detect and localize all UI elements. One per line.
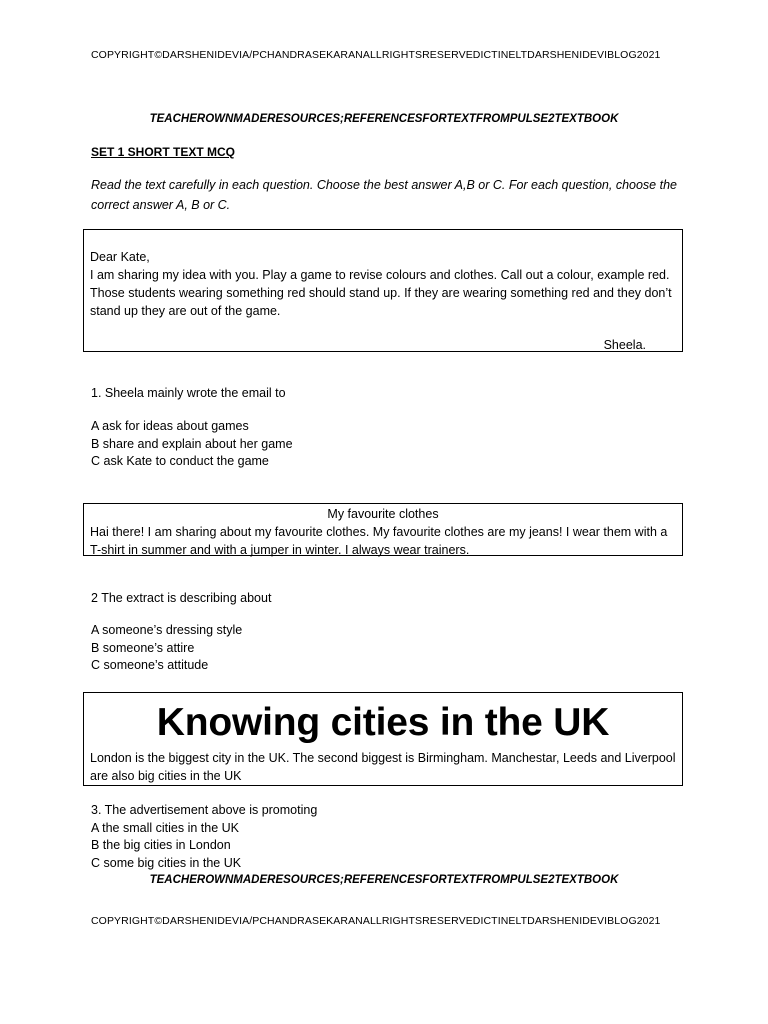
q1-option-c: C ask Kate to conduct the game — [91, 454, 269, 468]
email-greeting: Dear Kate, — [90, 250, 150, 264]
copyright-footer: COPYRIGHT©DARSHENIDEVIA/PCHANDRASEKARANALLRIGHTSRESERVEDICTINELTDARSHENIDEVIBLOG2021 — [91, 915, 661, 927]
resources-subheading: TEACHEROWNMADERESOURCES;REFERENCESFORTEXTFROMPULSE2TEXTBOOK — [149, 113, 619, 125]
q2-option-a: A someone’s dressing style — [91, 623, 243, 637]
set-title: SET 1 SHORT TEXT MCQ — [91, 145, 236, 159]
email-text-box — [83, 229, 683, 352]
q3-option-c: C some big cities in the UK — [91, 855, 242, 870]
question-2: 2 The extract is describing about — [91, 591, 272, 605]
email-signature: Sheela. — [603, 338, 646, 352]
email-body: I am sharing my idea with you. Play a game to revise colours and clothes. Call out a colour, example red. Those students wearing something red should stand up. If they are wearing something red and they don’t stand up they are out of the game. — [90, 268, 672, 318]
q2-option-c: C someone’s attitude — [91, 658, 209, 672]
q3-option-a: A the small cities in the UK — [91, 820, 239, 835]
q1-option-a: A ask for ideas about games — [91, 419, 249, 433]
copyright-header: COPYRIGHT©DARSHENIDEVIA/PCHANDRASEKARANALLRIGHTSRESERVEDICTINELTDARSHENIDEVIBLOG2021 — [91, 49, 661, 61]
advert-body: London is the biggest city in the UK. The second biggest is Birmingham. Manchestar, Leeds and Liverpool are also big cities in the UK — [90, 751, 676, 783]
advert-heading: Knowing cities in the UK — [156, 701, 610, 744]
resources-footer: TEACHEROWNMADERESOURCES;REFERENCESFORTEXTFROMPULSE2TEXTBOOK — [149, 874, 619, 886]
q1-option-b: B share and explain about her game — [91, 436, 293, 451]
clothes-title: My favourite clothes — [327, 507, 439, 521]
clothes-body: Hai there! I am sharing about my favourite clothes. My favourite clothes are my jeans! I wear them with a T-shirt in summer and with a jumper in winter. I always wear trainers. — [90, 525, 668, 557]
clothes-text-box — [83, 503, 683, 556]
question-1: 1. Sheela mainly wrote the email to — [91, 386, 286, 400]
q2-option-b: B someone’s attire — [91, 640, 195, 655]
question-3: 3. The advertisement above is promoting — [91, 803, 318, 817]
advert-box — [83, 692, 683, 786]
instructions: Read the text carefully in each question. Choose the best answer A,B or C. For each question, choose the correct answer A, B or C. — [91, 178, 677, 212]
q3-option-b: B the big cities in London — [91, 838, 231, 852]
